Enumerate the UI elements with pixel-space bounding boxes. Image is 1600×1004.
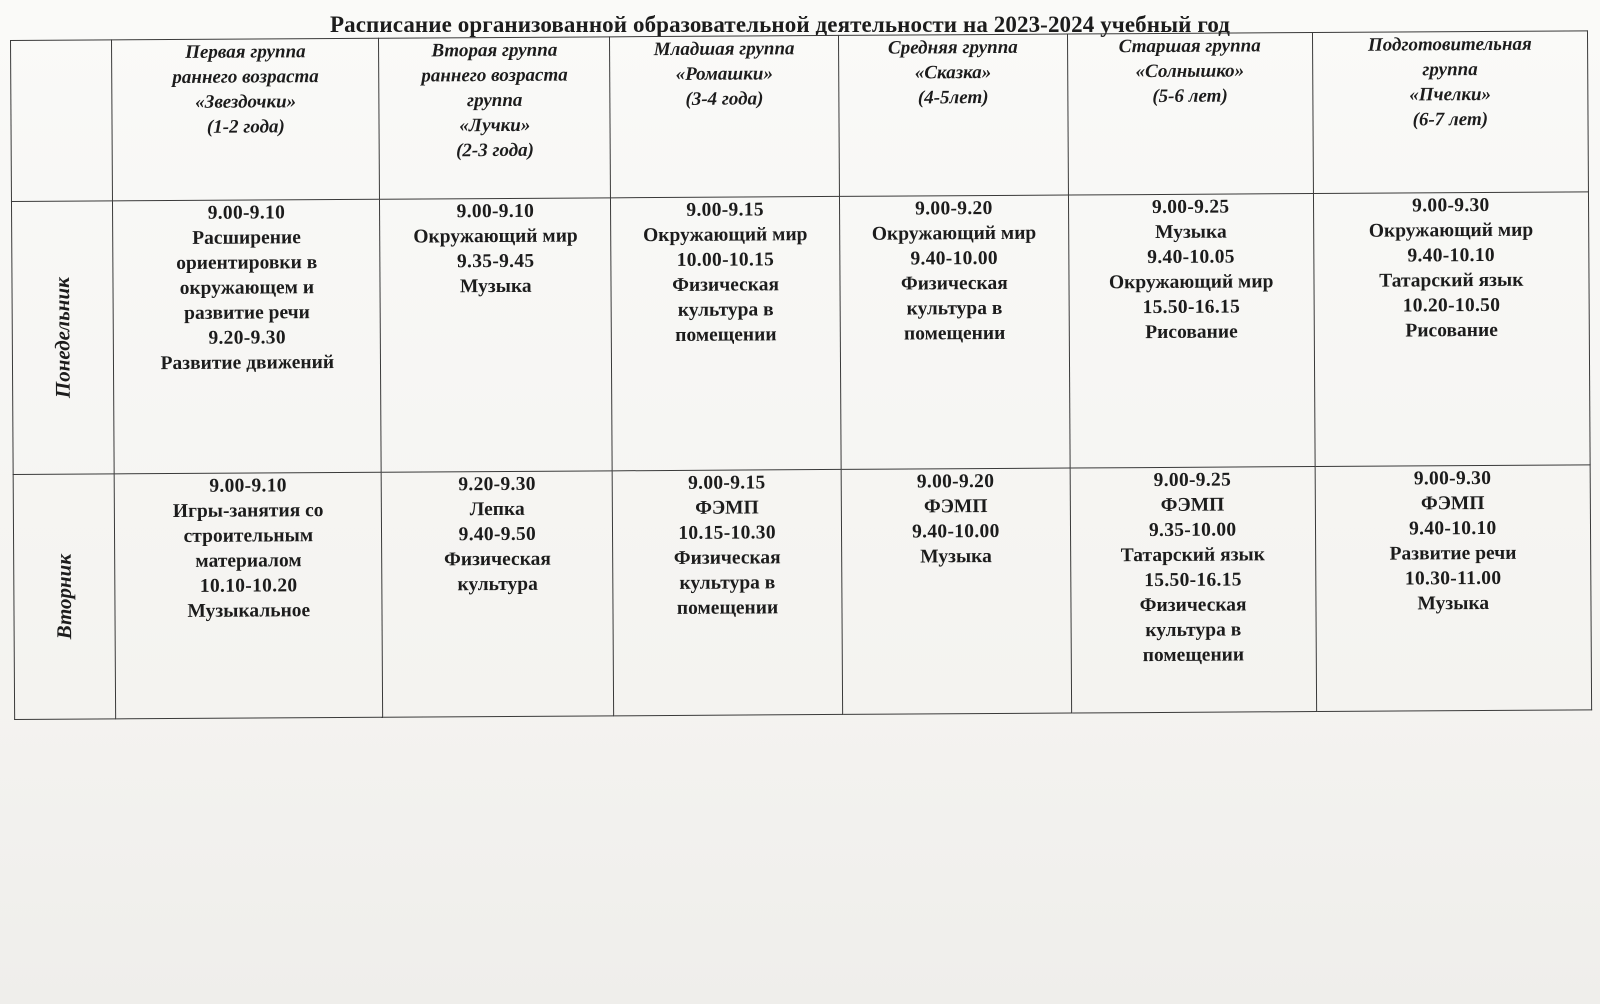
day-row-tuesday [13, 465, 1591, 720]
activity-name: Рисование [1145, 321, 1238, 344]
activity-name: помещении [1142, 644, 1245, 667]
group-header [112, 38, 380, 201]
group-header-line: Старшая группа [1118, 35, 1261, 58]
activity-name: Окружающий мир [1368, 219, 1534, 242]
schedule-cell [382, 471, 614, 717]
activity-name: ориентировки в [176, 252, 318, 274]
group-header-line: «Звездочки» [195, 91, 297, 113]
time-range: 9.40-9.50 [458, 523, 537, 546]
activity-name: Физическая [444, 548, 551, 571]
activity-name: Развитие движений [160, 352, 335, 375]
group-header-line: «Пчелки» [1409, 83, 1492, 106]
time-range: 10.20-10.50 [1402, 294, 1501, 317]
activity-name: Музыкальное [187, 600, 311, 622]
time-range: 9.00-9.25 [1153, 469, 1232, 492]
activity-name: Расширение [192, 227, 301, 249]
activity-name: Окружающий мир [871, 222, 1037, 245]
time-range: 15.50-16.15 [1142, 296, 1241, 319]
group-header [1312, 31, 1588, 194]
activity-name: развитие речи [184, 302, 310, 324]
activity-name: Музыка [459, 275, 532, 298]
schedule-cell [612, 469, 842, 715]
activity-name: Развитие речи [1389, 542, 1517, 565]
group-header-line: Первая группа [185, 41, 306, 63]
time-range: 9.40-10.10 [1409, 517, 1497, 540]
schedule-cell [1313, 192, 1590, 467]
activity-name: Музыка [1417, 592, 1490, 615]
day-label: Вторник [51, 553, 77, 640]
group-header-line: (1-2 года) [206, 116, 285, 138]
corner-cell [11, 40, 113, 202]
activity-name: ФЭМП [1420, 493, 1485, 515]
time-range: 9.00-9.10 [456, 200, 535, 223]
activity-name: Окружающий мир [413, 225, 578, 248]
schedule-cell [1068, 194, 1315, 468]
time-range: 9.00-9.10 [209, 475, 287, 497]
activity-name: культура в [1145, 619, 1242, 642]
header-row [11, 31, 1589, 202]
time-range: 9.00-9.10 [207, 202, 286, 224]
day-label: Понедельник [50, 277, 75, 399]
group-header-line: Подготовительная [1367, 33, 1532, 56]
activity-name: культура в [677, 299, 774, 321]
time-range: 9.00-9.30 [1413, 467, 1492, 490]
time-range: 9.40-10.00 [912, 520, 1000, 543]
day-label-cell [11, 201, 114, 475]
group-header [838, 34, 1068, 196]
group-header-line: Средняя группа [887, 36, 1018, 59]
group-header-line: раннего возраста [421, 64, 568, 87]
group-header-line: (3-4 года) [685, 88, 764, 110]
schedule-cell [380, 198, 612, 472]
activity-name: культура в [906, 297, 1003, 320]
activity-name: окружающем и [179, 277, 315, 299]
activity-name: ФЭМП [923, 496, 988, 518]
schedule-cell [113, 199, 382, 474]
group-header-line: (2-3 года) [455, 139, 535, 162]
activity-name: культура в [679, 572, 776, 594]
document-title: Расписание организованной образовательной деятельности на 2023-2024 учебный год [329, 12, 1231, 37]
activity-name: помещении [675, 324, 777, 346]
activity-name: Лепка [469, 498, 525, 521]
schedule-cell [611, 196, 841, 470]
activity-name: ФЭМП [1160, 494, 1225, 516]
schedule-cell [1070, 467, 1316, 713]
group-header [379, 37, 611, 199]
time-range: 9.00-9.20 [916, 470, 995, 493]
schedule-cell [1315, 465, 1592, 712]
activity-name: Окружающий мир [642, 224, 808, 247]
activity-name: строительным [183, 525, 314, 547]
time-range: 9.40-10.00 [910, 247, 998, 270]
schedule-cell [114, 472, 383, 719]
day-row-monday [11, 192, 1590, 475]
activity-name: Татарский язык [1379, 269, 1524, 292]
activity-name: ФЭМП [695, 497, 759, 519]
group-header-line: группа [1422, 59, 1478, 81]
time-range: 9.35-9.45 [456, 250, 535, 273]
group-header [610, 35, 840, 197]
group-header [1067, 33, 1313, 195]
group-header-line: «Сказка» [914, 62, 992, 84]
group-header-line: (6-7 лет) [1412, 108, 1489, 131]
time-range: 9.00-9.20 [915, 198, 993, 220]
group-header-line: (5-6 лет) [1152, 85, 1228, 108]
activity-name: Музыка [1154, 221, 1227, 244]
activity-name: культура [457, 573, 538, 596]
time-range: 10.15-10.30 [678, 522, 776, 544]
activity-name: Игры-занятия со [172, 500, 324, 523]
group-header-line: «Солнышко» [1135, 60, 1245, 83]
activity-name: Физическая [900, 272, 1008, 295]
activity-name: материалом [195, 550, 302, 572]
time-range: 9.20-9.30 [458, 473, 536, 496]
activity-name: Физическая [672, 274, 780, 296]
time-range: 15.50-16.15 [1144, 569, 1242, 592]
group-header-line: «Лучки» [459, 114, 531, 137]
time-range: 9.40-10.10 [1407, 244, 1495, 267]
schedule-table [10, 30, 1592, 720]
time-range: 9.35-10.00 [1148, 519, 1237, 542]
time-range: 9.40-10.05 [1147, 246, 1235, 269]
group-header-line: «Ромашки» [675, 63, 773, 85]
time-range: 10.10-10.20 [199, 575, 298, 597]
group-header-line: раннего возраста [172, 66, 319, 89]
activity-name: Физическая [1139, 594, 1247, 617]
activity-name: Татарский язык [1120, 544, 1266, 567]
schedule-cell [841, 468, 1071, 714]
group-header-line: Младшая группа [653, 38, 795, 61]
group-header-line: группа [466, 89, 523, 112]
group-header-line: Вторая группа [431, 39, 558, 62]
schedule-cell [839, 195, 1069, 469]
group-header-line: (4-5лет) [917, 87, 989, 109]
activity-name: помещении [903, 322, 1006, 345]
activity-name: Окружающий мир [1108, 271, 1274, 294]
activity-name: помещении [676, 597, 779, 619]
day-label-cell [13, 474, 116, 720]
activity-name: Рисование [1405, 319, 1498, 342]
time-range: 10.30-11.00 [1404, 567, 1502, 590]
time-range: 10.00-10.15 [676, 249, 775, 271]
time-range: 9.00-9.30 [1412, 194, 1490, 217]
time-range: 9.20-9.30 [208, 327, 286, 349]
time-range: 9.00-9.25 [1151, 196, 1230, 219]
time-range: 9.00-9.15 [688, 472, 766, 494]
time-range: 9.00-9.15 [686, 199, 764, 221]
activity-name: Музыка [920, 546, 992, 568]
activity-name: Физическая [673, 547, 781, 569]
